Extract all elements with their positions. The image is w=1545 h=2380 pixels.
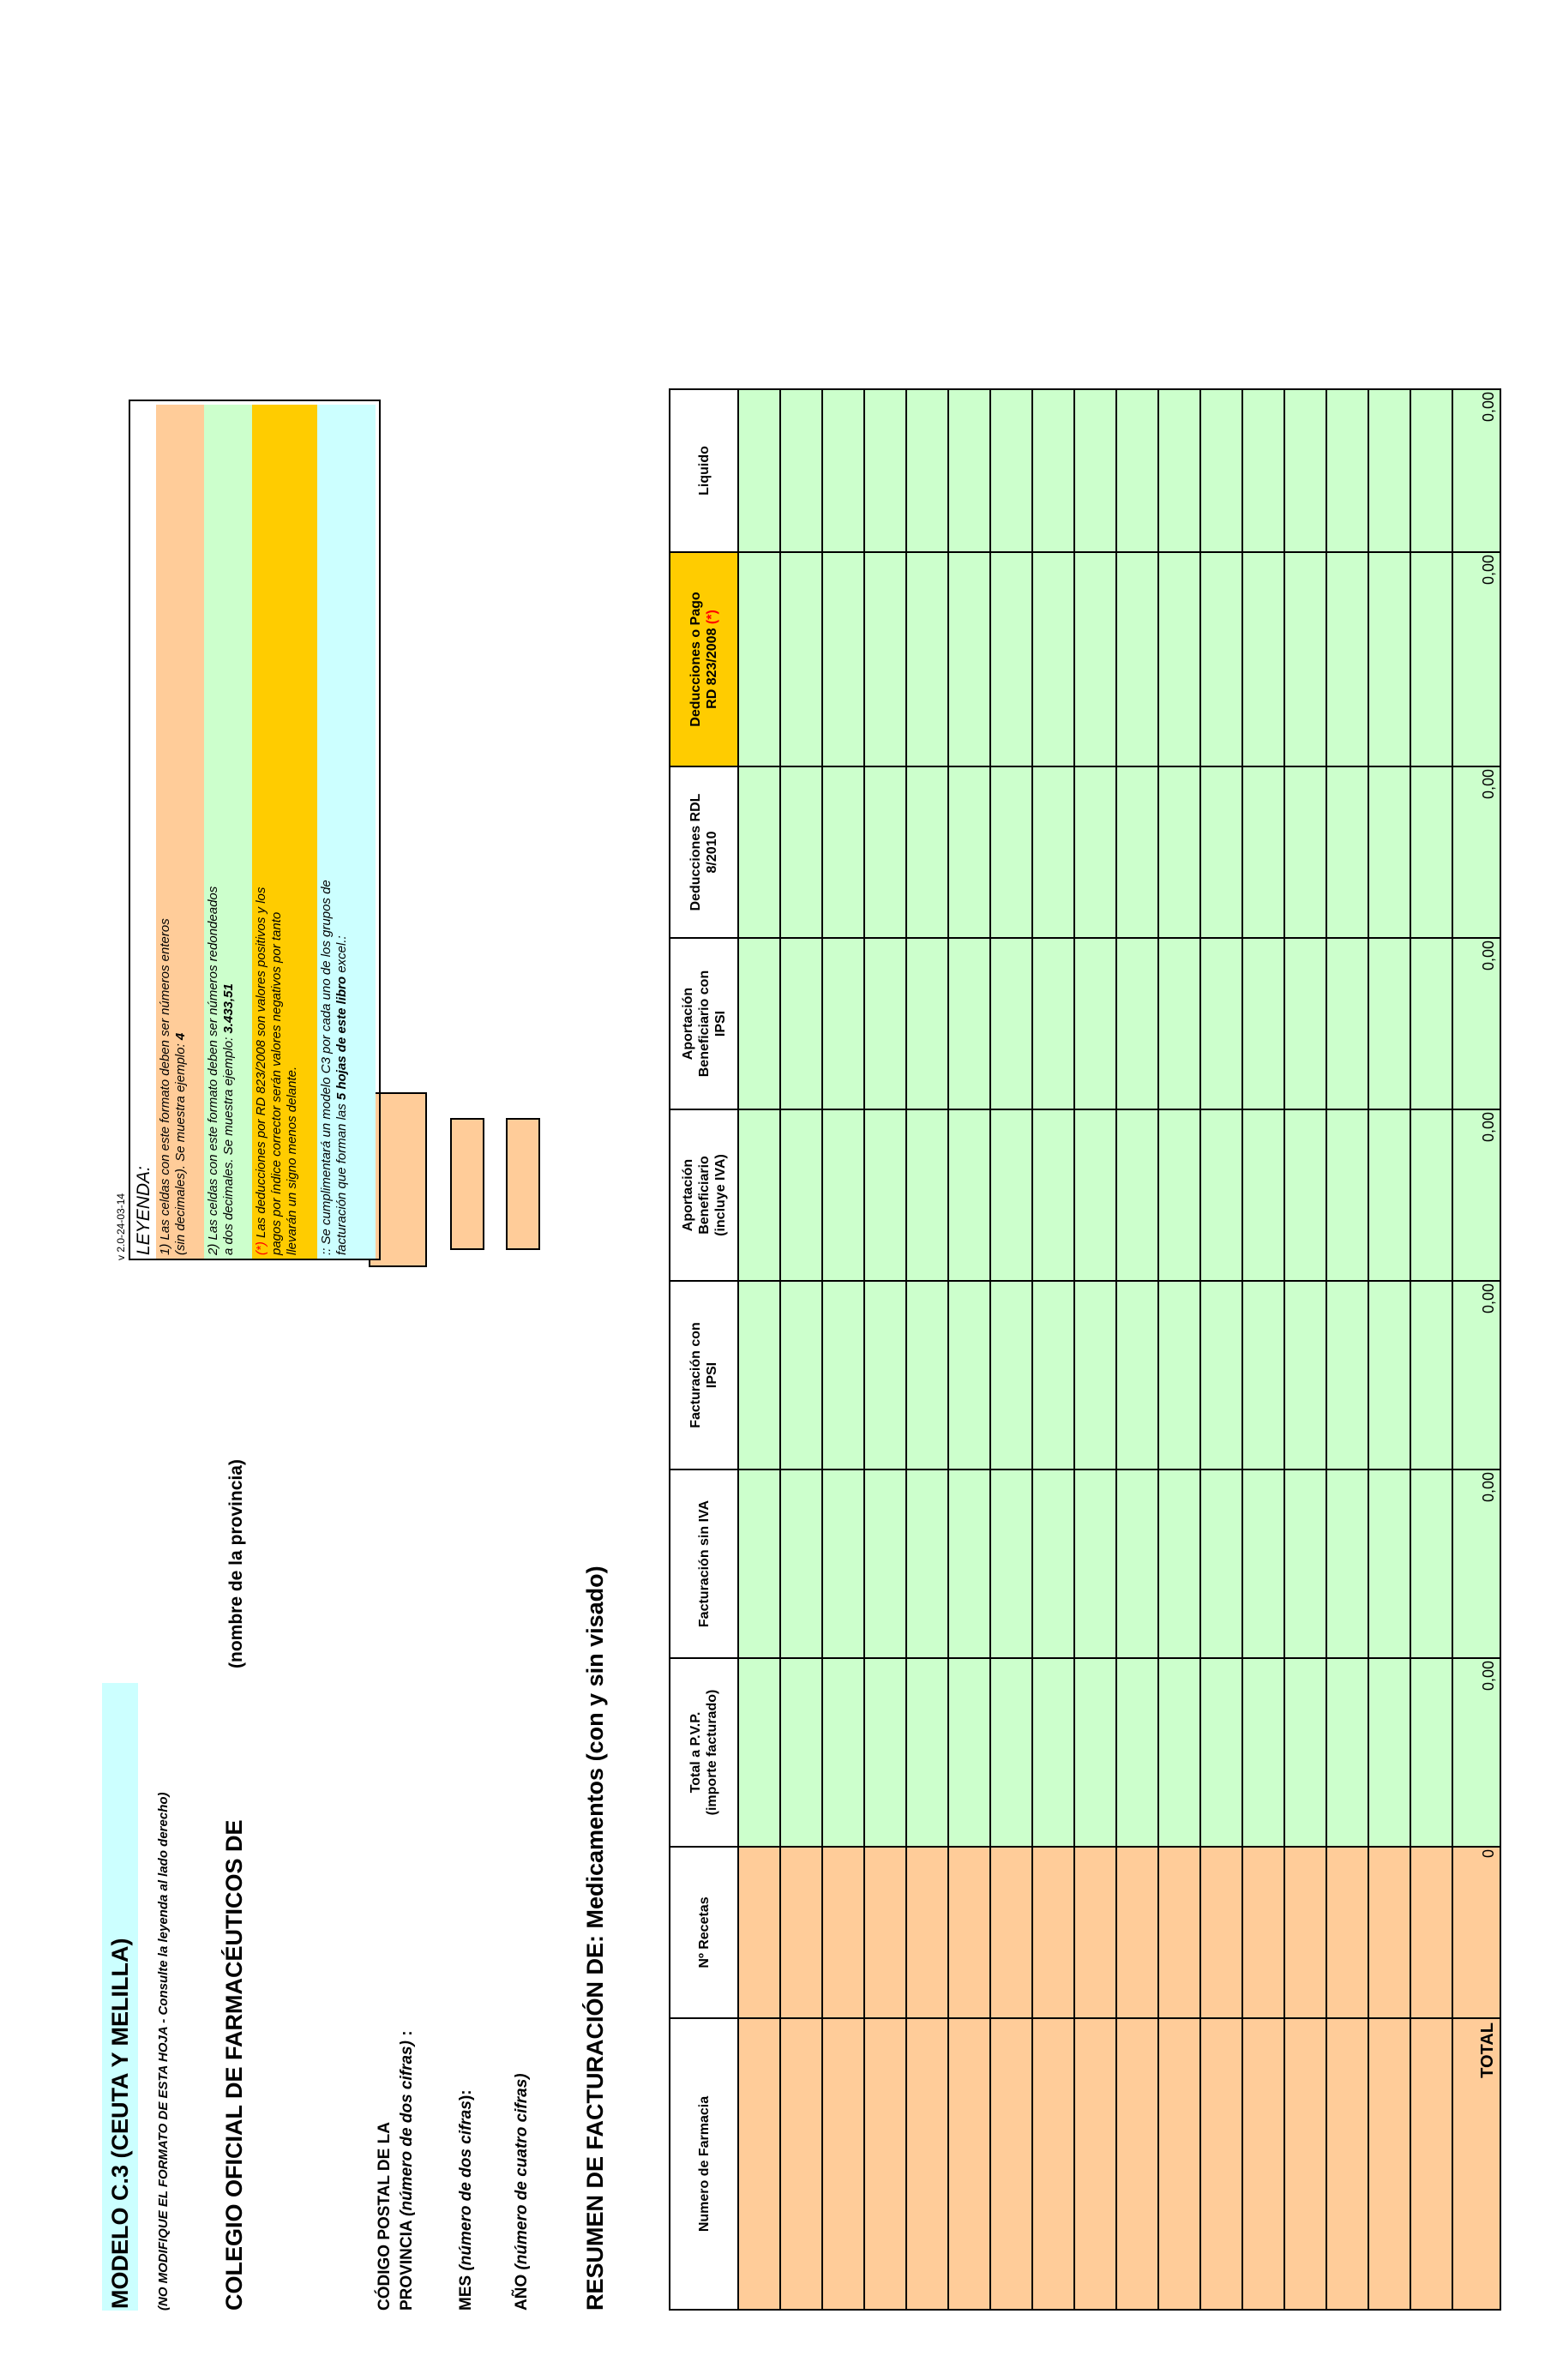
table-row: [1284, 389, 1326, 2310]
version-label: v 2.0-24-03-14: [115, 1193, 127, 1260]
recetas-cell[interactable]: [990, 1847, 1032, 2018]
amount-cell[interactable]: [1074, 766, 1116, 938]
amount-cell[interactable]: [990, 1281, 1032, 1469]
amount-cell[interactable]: [1368, 938, 1410, 1109]
colegio-label: COLEGIO OFICIAL DE FARMACÉUTICOS DE: [221, 1819, 247, 2311]
recetas-cell[interactable]: [1032, 1847, 1074, 2018]
amount-cell[interactable]: [822, 938, 864, 1109]
total-row: [1452, 389, 1500, 2310]
col-header-aportacion-iva: Aportación Beneficiario (incluye IVA): [670, 1109, 738, 1281]
pharmacy-number-cell[interactable]: [864, 2018, 906, 2310]
amount-cell[interactable]: [738, 1469, 780, 1658]
amount-cell[interactable]: [822, 552, 864, 766]
amount-cell[interactable]: [948, 389, 990, 552]
amount-cell[interactable]: [780, 938, 822, 1109]
table-row: [906, 389, 948, 2310]
amount-cell[interactable]: [1158, 1281, 1200, 1469]
amount-cell[interactable]: [1368, 1658, 1410, 1847]
amount-cell[interactable]: [1032, 1469, 1074, 1658]
amount-cell[interactable]: [822, 1109, 864, 1281]
amount-cell[interactable]: [1158, 389, 1200, 552]
amount-cell[interactable]: [1242, 1281, 1284, 1469]
month-label: MES (número de dos cifras):: [457, 2089, 475, 2311]
amount-cell[interactable]: [1032, 1281, 1074, 1469]
amount-cell[interactable]: [1200, 1109, 1242, 1281]
col-header-farmacia: Numero de Farmacia: [670, 2018, 738, 2310]
amount-cell[interactable]: [990, 1109, 1032, 1281]
table-row: [1410, 389, 1452, 2310]
pharmacy-number-cell[interactable]: [990, 2018, 1032, 2310]
recetas-cell[interactable]: [1326, 1847, 1368, 2018]
total-amount-cell: 0,00: [1452, 938, 1500, 1109]
amount-cell[interactable]: [1368, 1109, 1410, 1281]
table-row: [1326, 389, 1368, 2310]
amount-cell[interactable]: [864, 1109, 906, 1281]
amount-cell[interactable]: [1200, 552, 1242, 766]
amount-cell[interactable]: [906, 1281, 948, 1469]
recetas-cell[interactable]: [864, 1847, 906, 2018]
amount-cell[interactable]: [738, 552, 780, 766]
amount-cell[interactable]: [906, 1469, 948, 1658]
amount-cell[interactable]: [1410, 766, 1452, 938]
recetas-cell[interactable]: [822, 1847, 864, 2018]
amount-cell[interactable]: [1116, 389, 1158, 552]
amount-cell[interactable]: [1116, 1109, 1158, 1281]
amount-cell[interactable]: [1074, 1281, 1116, 1469]
amount-cell[interactable]: [906, 1109, 948, 1281]
legend-note-item: :: Se cumplimentará un modelo C3 por cada uno de los grupos de facturación que forman las 5 hojas de este libro excel.:: [317, 405, 376, 1259]
total-amount-cell: 0,00: [1452, 389, 1500, 552]
amount-cell[interactable]: [738, 938, 780, 1109]
amount-cell[interactable]: [1326, 1469, 1368, 1658]
pharmacy-number-cell[interactable]: [906, 2018, 948, 2310]
col-header-rd-823-2008: Deducciones o Pago RD 823/2008 (*): [670, 552, 738, 766]
amount-cell[interactable]: [864, 1658, 906, 1847]
form-title: MODELO C.3 (CEUTA Y MELILLA): [102, 1683, 138, 2311]
legend-box: [129, 400, 381, 1260]
amount-cell[interactable]: [1200, 938, 1242, 1109]
amount-cell[interactable]: [1284, 938, 1326, 1109]
amount-cell[interactable]: [1284, 766, 1326, 938]
amount-cell[interactable]: [780, 1281, 822, 1469]
recetas-cell[interactable]: [1284, 1847, 1326, 2018]
col-header-rdl-8-2010: Deducciones RDL 8/2010: [670, 766, 738, 938]
total-amount-cell: 0,00: [1452, 766, 1500, 938]
amount-cell[interactable]: [1074, 938, 1116, 1109]
amount-cell[interactable]: [864, 938, 906, 1109]
total-label: TOTAL: [1452, 2018, 1500, 2310]
amount-cell[interactable]: [1326, 938, 1368, 1109]
amount-cell[interactable]: [1368, 1281, 1410, 1469]
pharmacy-number-cell[interactable]: [1032, 2018, 1074, 2310]
amount-cell[interactable]: [1032, 938, 1074, 1109]
amount-cell[interactable]: [906, 938, 948, 1109]
amount-cell[interactable]: [1326, 1281, 1368, 1469]
amount-cell[interactable]: [1074, 1469, 1116, 1658]
pharmacy-number-cell[interactable]: [1368, 2018, 1410, 2310]
amount-cell[interactable]: [1032, 1658, 1074, 1847]
amount-cell[interactable]: [780, 766, 822, 938]
amount-cell[interactable]: [738, 1658, 780, 1847]
table-row: [1200, 389, 1242, 2310]
amount-cell[interactable]: [1116, 552, 1158, 766]
pharmacy-number-cell[interactable]: [1410, 2018, 1452, 2310]
total-amount-cell: 0,00: [1452, 552, 1500, 766]
amount-cell[interactable]: [822, 1281, 864, 1469]
amount-cell[interactable]: [1200, 766, 1242, 938]
year-label: AÑO (número de cuatro cifras): [513, 2073, 531, 2311]
pharmacy-number-cell[interactable]: [948, 2018, 990, 2310]
amount-cell[interactable]: [990, 389, 1032, 552]
amount-cell[interactable]: [1326, 389, 1368, 552]
amount-cell[interactable]: [1368, 552, 1410, 766]
table-row: [738, 389, 780, 2310]
amount-cell[interactable]: [1410, 1469, 1452, 1658]
amount-cell[interactable]: [738, 389, 780, 552]
amount-cell[interactable]: [738, 1281, 780, 1469]
amount-cell[interactable]: [780, 1109, 822, 1281]
amount-cell[interactable]: [1368, 1469, 1410, 1658]
amount-cell[interactable]: [822, 1658, 864, 1847]
col-header-liquido: Liquido: [670, 389, 738, 552]
amount-cell[interactable]: [1410, 552, 1452, 766]
amount-cell[interactable]: [1410, 1109, 1452, 1281]
pharmacy-number-cell[interactable]: [780, 2018, 822, 2310]
pharmacy-number-cell[interactable]: [822, 2018, 864, 2310]
table-row: [990, 389, 1032, 2310]
amount-cell[interactable]: [1242, 766, 1284, 938]
table-row: [822, 389, 864, 2310]
amount-cell[interactable]: [822, 1469, 864, 1658]
total-amount-cell: 0,00: [1452, 1281, 1500, 1469]
table-row: [1242, 389, 1284, 2310]
amount-cell[interactable]: [1074, 552, 1116, 766]
amount-cell[interactable]: [738, 1109, 780, 1281]
legend-integer-item: 1) Las celdas con este formato deben ser números enteros (sin decimales). Se muestra ejemplo: 4: [156, 405, 204, 1259]
amount-cell[interactable]: [1284, 552, 1326, 766]
recetas-cell[interactable]: [780, 1847, 822, 2018]
pharmacy-number-cell[interactable]: [738, 2018, 780, 2310]
table-row: [780, 389, 822, 2310]
amount-cell[interactable]: [1158, 1109, 1200, 1281]
pharmacy-number-cell[interactable]: [1116, 2018, 1158, 2310]
pharmacy-number-cell[interactable]: [1200, 2018, 1242, 2310]
amount-cell[interactable]: [1032, 766, 1074, 938]
amount-cell[interactable]: [1116, 1658, 1158, 1847]
amount-cell[interactable]: [864, 552, 906, 766]
amount-cell[interactable]: [906, 389, 948, 552]
amount-cell[interactable]: [1284, 389, 1326, 552]
amount-cell[interactable]: [948, 938, 990, 1109]
legend-title: LEYENDA:: [130, 405, 156, 1259]
amount-cell[interactable]: [948, 766, 990, 938]
pharmacy-number-cell[interactable]: [1242, 2018, 1284, 2310]
amount-cell[interactable]: [1116, 766, 1158, 938]
pharmacy-number-cell[interactable]: [1284, 2018, 1326, 2310]
legend-decimal-item: 2) Las celdas con este formato deben ser números redondeados a dos decimales. Se muestra ejemplo: 3.433,51: [204, 405, 252, 1259]
amount-cell[interactable]: [948, 552, 990, 766]
table-header-row: [670, 389, 738, 2310]
pharmacy-number-cell[interactable]: [1158, 2018, 1200, 2310]
amount-cell[interactable]: [1158, 1469, 1200, 1658]
total-amount-cell: 0,00: [1452, 1658, 1500, 1847]
amount-cell[interactable]: [1200, 1658, 1242, 1847]
section-title: RESUMEN DE FACTURACIÓN DE: Medicamentos (con y sin visado): [582, 1566, 608, 2311]
amount-cell[interactable]: [1200, 389, 1242, 552]
amount-cell[interactable]: [990, 552, 1032, 766]
amount-cell[interactable]: [990, 938, 1032, 1109]
amount-cell[interactable]: [1116, 1469, 1158, 1658]
amount-cell[interactable]: [990, 766, 1032, 938]
amount-cell[interactable]: [1284, 1281, 1326, 1469]
amount-cell[interactable]: [1200, 1281, 1242, 1469]
amount-cell[interactable]: [1410, 1658, 1452, 1847]
amount-cell[interactable]: [948, 1109, 990, 1281]
amount-cell[interactable]: [1368, 389, 1410, 552]
amount-cell[interactable]: [906, 1658, 948, 1847]
recetas-cell[interactable]: [948, 1847, 990, 2018]
amount-cell[interactable]: [1032, 389, 1074, 552]
amount-cell[interactable]: [1284, 1109, 1326, 1281]
amount-cell[interactable]: [1242, 1109, 1284, 1281]
amount-cell[interactable]: [1242, 389, 1284, 552]
year-input[interactable]: [506, 1118, 540, 1250]
pharmacy-number-cell[interactable]: [1074, 2018, 1116, 2310]
amount-cell[interactable]: [1074, 1109, 1116, 1281]
col-header-recetas: Nº Recetas: [670, 1847, 738, 2018]
col-header-sin-iva: Facturación sin IVA: [670, 1469, 738, 1658]
recetas-cell[interactable]: [1242, 1847, 1284, 2018]
recetas-cell[interactable]: [1200, 1847, 1242, 2018]
table-row: [948, 389, 990, 2310]
amount-cell[interactable]: [1158, 938, 1200, 1109]
amount-cell[interactable]: [1200, 1469, 1242, 1658]
amount-cell[interactable]: [822, 389, 864, 552]
amount-cell[interactable]: [1032, 1109, 1074, 1281]
amount-cell[interactable]: [822, 766, 864, 938]
recetas-cell[interactable]: [906, 1847, 948, 2018]
amount-cell[interactable]: [1158, 1658, 1200, 1847]
total-amount-cell: 0,00: [1452, 1469, 1500, 1658]
recetas-cell[interactable]: [1368, 1847, 1410, 2018]
col-header-aportacion-ipsi: Aportación Beneficiario con IPSI: [670, 938, 738, 1109]
amount-cell[interactable]: [1284, 1658, 1326, 1847]
amount-cell[interactable]: [1242, 552, 1284, 766]
table-row: [1032, 389, 1074, 2310]
total-amount-cell: 0,00: [1452, 1109, 1500, 1281]
amount-cell[interactable]: [1074, 1658, 1116, 1847]
colegio-province-field[interactable]: (nombre de la provincia): [226, 1459, 246, 1668]
postal-code-label: CÓDIGO POSTAL DE LA PROVINCIA (número de dos cifras) :: [376, 2030, 416, 2311]
recetas-cell[interactable]: [1074, 1847, 1116, 2018]
amount-cell[interactable]: [864, 1469, 906, 1658]
amount-cell[interactable]: [1410, 1281, 1452, 1469]
amount-cell[interactable]: [1284, 1469, 1326, 1658]
recetas-cell[interactable]: [738, 1847, 780, 2018]
amount-cell[interactable]: [1158, 766, 1200, 938]
month-input[interactable]: [450, 1118, 484, 1250]
table-row: [1368, 389, 1410, 2310]
amount-cell[interactable]: [738, 766, 780, 938]
col-header-pvp: Total a P.V.P. (importe facturado): [670, 1658, 738, 1847]
table-row: [1116, 389, 1158, 2310]
amount-cell[interactable]: [1410, 938, 1452, 1109]
format-warning: (NO MODIFIQUE EL FORMATO DE ESTA HOJA - Consulte la leyenda al lado derecho): [156, 1792, 171, 2311]
amount-cell[interactable]: [780, 552, 822, 766]
amount-cell[interactable]: [1158, 552, 1200, 766]
legend-deductions-item: (*) Las deducciones por RD 823/2008 son valores positivos y los pagos por índice corrector serán valores negativos por tanto llevarán un signo menos delante.: [252, 405, 317, 1259]
amount-cell[interactable]: [780, 389, 822, 552]
amount-cell[interactable]: [990, 1469, 1032, 1658]
amount-cell[interactable]: [1242, 1658, 1284, 1847]
amount-cell[interactable]: [1326, 552, 1368, 766]
table-row: [864, 389, 906, 2310]
amount-cell[interactable]: [1242, 938, 1284, 1109]
recetas-cell[interactable]: [1158, 1847, 1200, 2018]
amount-cell[interactable]: [906, 552, 948, 766]
recetas-cell[interactable]: [1116, 1847, 1158, 2018]
amount-cell[interactable]: [864, 389, 906, 552]
billing-summary-table: [669, 388, 1501, 2311]
amount-cell[interactable]: [948, 1281, 990, 1469]
amount-cell[interactable]: [864, 1281, 906, 1469]
amount-cell[interactable]: [1074, 389, 1116, 552]
amount-cell[interactable]: [1368, 766, 1410, 938]
amount-cell[interactable]: [864, 766, 906, 938]
amount-cell[interactable]: [948, 1658, 990, 1847]
amount-cell[interactable]: [780, 1658, 822, 1847]
amount-cell[interactable]: [1116, 938, 1158, 1109]
table-row: [1158, 389, 1200, 2310]
pharmacy-number-cell[interactable]: [1326, 2018, 1368, 2310]
amount-cell[interactable]: [1326, 766, 1368, 938]
amount-cell[interactable]: [780, 1469, 822, 1658]
amount-cell[interactable]: [948, 1469, 990, 1658]
table-row: [1074, 389, 1116, 2310]
total-recetas-cell: 0: [1452, 1847, 1500, 2018]
amount-cell[interactable]: [906, 766, 948, 938]
col-header-con-ipsi: Facturación con IPSI: [670, 1281, 738, 1469]
amount-cell[interactable]: [1326, 1658, 1368, 1847]
amount-cell[interactable]: [1326, 1109, 1368, 1281]
amount-cell[interactable]: [990, 1658, 1032, 1847]
amount-cell[interactable]: [1032, 552, 1074, 766]
amount-cell[interactable]: [1242, 1469, 1284, 1658]
recetas-cell[interactable]: [1410, 1847, 1452, 2018]
amount-cell[interactable]: [1116, 1281, 1158, 1469]
amount-cell[interactable]: [1410, 389, 1452, 552]
